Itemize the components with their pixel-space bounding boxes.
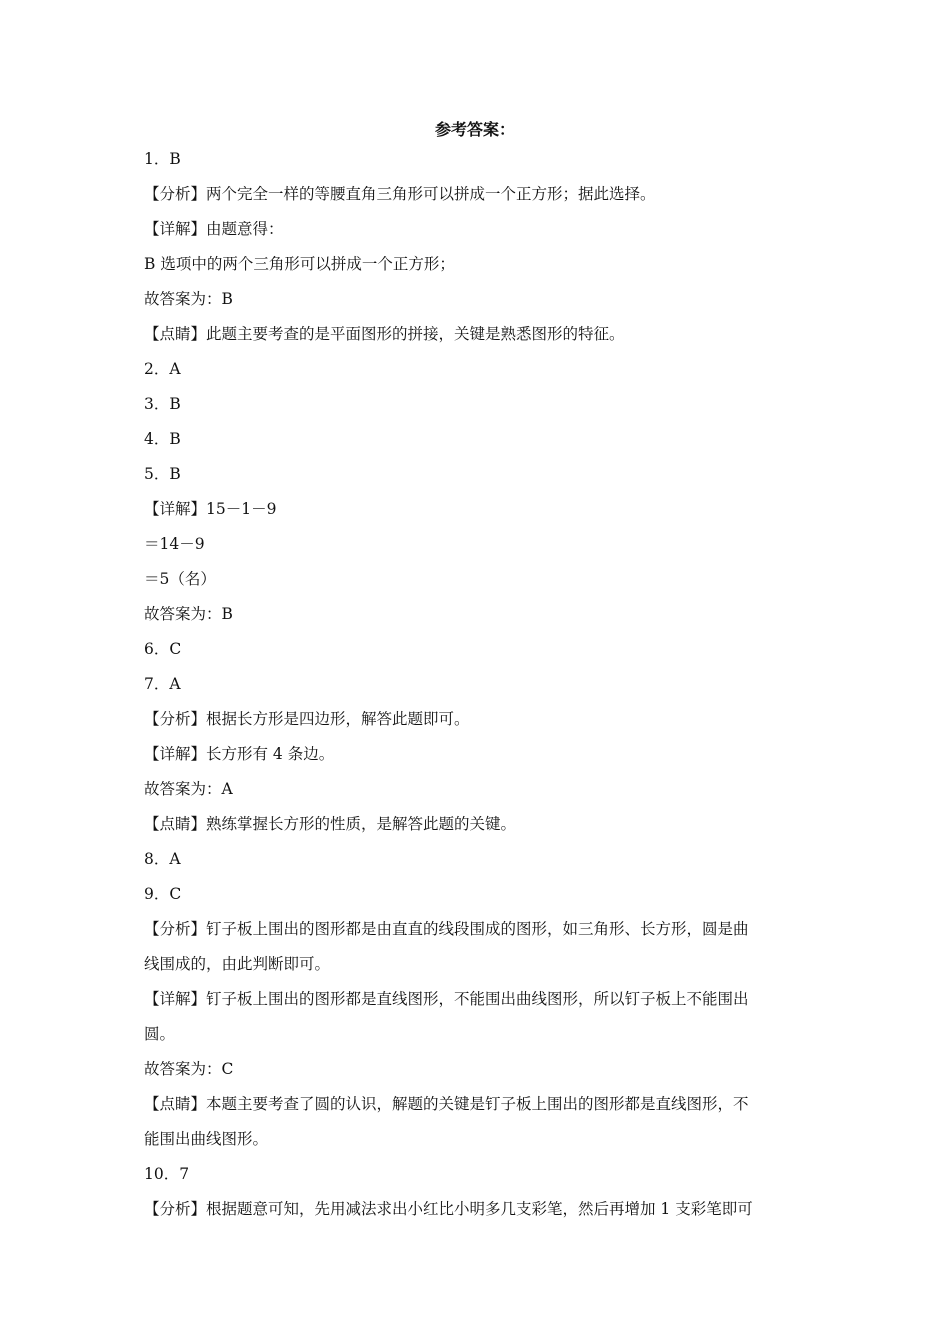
- answer-line: 故答案为：B: [144, 605, 233, 623]
- answer-line: 【分析】根据长方形是四边形，解答此题即可。: [144, 710, 470, 728]
- answer-line: B 选项中的两个三角形可以拼成一个正方形；: [144, 255, 455, 273]
- answer-line: 圆。: [144, 1025, 176, 1043]
- answer-line: 【详解】由题意得：: [144, 220, 284, 238]
- answer-line: 【分析】钉子板上围出的图形都是由直直的线段围成的图形，如三角形、长方形，圆是曲: [144, 920, 749, 938]
- answer-line: 10．7: [144, 1165, 190, 1183]
- answer-line: 6．C: [144, 640, 182, 658]
- answer-line: 【点睛】熟练掌握长方形的性质，是解答此题的关键。: [144, 815, 517, 833]
- answer-line: 故答案为：B: [144, 290, 233, 308]
- answer-line: 线围成的，由此判断即可。: [144, 955, 331, 973]
- answer-line: 能围出曲线图形。: [144, 1130, 269, 1148]
- answer-line: 9．C: [144, 885, 182, 903]
- answer-line: 故答案为：A: [144, 780, 233, 798]
- answer-line: 【详解】15－1－9: [144, 500, 277, 518]
- answer-line: 【分析】根据题意可知，先用减法求出小红比小明多几支彩笔，然后再增加 1 支彩笔即可: [144, 1200, 753, 1218]
- answer-line: 【分析】两个完全一样的等腰直角三角形可以拼成一个正方形；据此选择。: [144, 185, 656, 203]
- answer-line: 4．B: [144, 430, 181, 448]
- answer-line: 2．A: [144, 360, 181, 378]
- page-title: 参考答案：: [434, 120, 515, 139]
- answer-line: 【详解】长方形有 4 条边。: [144, 745, 335, 763]
- answer-body: [144, 142, 804, 1227]
- answer-line: 故答案为：C: [144, 1060, 234, 1078]
- answer-line: 5．B: [144, 465, 181, 483]
- answer-line: ＝5（名）: [144, 570, 216, 588]
- answer-line: 3．B: [144, 395, 181, 413]
- answer-line: 7．A: [144, 675, 181, 693]
- answer-line: ＝14－9: [144, 535, 205, 553]
- answer-line: 【点睛】此题主要考查的是平面图形的拼接，关键是熟悉图形的特征。: [144, 325, 625, 343]
- answer-line: 【点睛】本题主要考查了圆的认识，解题的关键是钉子板上围出的图形都是直线图形，不: [144, 1095, 749, 1113]
- answer-line: 8．A: [144, 850, 181, 868]
- answer-line: 1．B: [144, 150, 181, 168]
- answer-line: 【详解】钉子板上围出的图形都是直线图形，不能围出曲线图形，所以钉子板上不能围出: [144, 990, 749, 1008]
